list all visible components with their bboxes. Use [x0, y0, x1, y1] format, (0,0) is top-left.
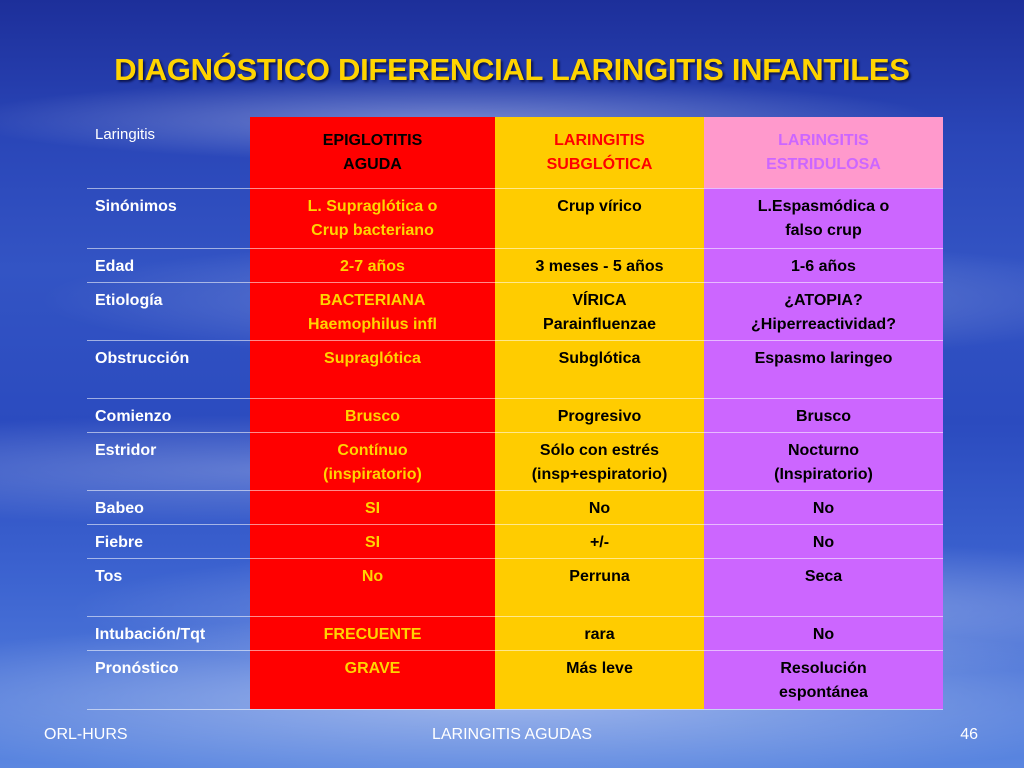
cell-line: (insp+espiratorio) — [531, 465, 668, 483]
cell-line: Parainfluenzae — [543, 315, 656, 333]
table-row — [87, 650, 943, 709]
cell-subglotica — [495, 248, 704, 282]
header-estridulosa-line: ESTRIDULOSA — [766, 156, 881, 173]
row-label: Edad — [87, 248, 250, 282]
cell-epiglotitis — [250, 490, 495, 524]
cell-line: Crup bacteriano — [311, 221, 434, 239]
cell-estridulosa — [704, 524, 943, 558]
cell-line: rara — [584, 625, 615, 643]
cell-line: Perruna — [569, 567, 630, 585]
cell-estridulosa — [704, 398, 943, 432]
cell-epiglotitis — [250, 188, 495, 248]
cell-epiglotitis — [250, 398, 495, 432]
cell-line: (Inspiratorio) — [774, 465, 873, 483]
cell-line: No — [812, 499, 835, 517]
cell-epiglotitis — [250, 524, 495, 558]
row-label: Intubación/Tqt — [87, 616, 250, 650]
cell-subglotica — [495, 188, 704, 248]
cell-line: Contínuo — [337, 441, 408, 459]
header-subglotica — [495, 117, 704, 188]
table-row — [87, 282, 943, 340]
cell-epiglotitis — [250, 248, 495, 282]
cell-line: 2-7 años — [340, 257, 405, 275]
cell-line: No — [588, 499, 611, 517]
cell-line: 1-6 años — [791, 257, 856, 275]
row-label: Pronóstico — [87, 650, 250, 709]
cell-line: L. Supraglótica o — [307, 197, 438, 215]
table-row — [87, 248, 943, 282]
cell-estridulosa — [704, 558, 943, 616]
table-row — [87, 340, 943, 398]
cell-line: SI — [364, 499, 381, 517]
table-row — [87, 524, 943, 558]
footer-center: LARINGITIS AGUDAS — [431, 726, 593, 743]
cell-line: Subglótica — [558, 349, 641, 367]
cell-epiglotitis — [250, 432, 495, 490]
row-label: Fiebre — [87, 524, 250, 558]
cell-line: L.Espasmódica o — [757, 197, 890, 215]
header-estridulosa — [704, 117, 943, 188]
cell-line: espontánea — [779, 683, 868, 701]
table-row — [87, 558, 943, 616]
cell-line: Brusco — [344, 407, 401, 425]
cell-estridulosa — [704, 490, 943, 524]
cell-subglotica — [495, 490, 704, 524]
table-row — [87, 398, 943, 432]
header-epiglotitis — [250, 117, 495, 188]
cell-subglotica — [495, 432, 704, 490]
cell-line: Resolución — [780, 659, 867, 677]
cell-line: Sólo con estrés — [539, 441, 660, 459]
row-label: Tos — [87, 558, 250, 616]
cell-estridulosa — [704, 650, 943, 709]
table-row — [87, 432, 943, 490]
cell-subglotica — [495, 340, 704, 398]
cell-epiglotitis — [250, 616, 495, 650]
table-row — [87, 490, 943, 524]
cell-estridulosa — [704, 432, 943, 490]
cell-subglotica — [495, 616, 704, 650]
cell-subglotica — [495, 524, 704, 558]
cell-line: ¿Hiperreactividad? — [751, 315, 896, 333]
cell-subglotica — [495, 558, 704, 616]
cell-subglotica — [495, 398, 704, 432]
cell-estridulosa — [704, 248, 943, 282]
header-subglotica-line: SUBGLÓTICA — [546, 156, 653, 173]
slide-number: 46 — [960, 726, 978, 743]
cell-line: Crup vírico — [557, 197, 642, 215]
cell-line: Haemophilus infl — [308, 315, 437, 333]
row-label: Obstrucción — [87, 340, 250, 398]
header-epiglotitis-line: EPIGLOTITIS — [322, 132, 423, 149]
cell-estridulosa — [704, 340, 943, 398]
cell-line: No — [361, 567, 384, 585]
cell-subglotica — [495, 650, 704, 709]
row-label: Sinónimos — [87, 188, 250, 248]
cell-epiglotitis — [250, 282, 495, 340]
footer-left: ORL-HURS — [44, 726, 128, 743]
cell-line: Progresivo — [557, 407, 642, 425]
cell-line: BACTERIANA — [319, 291, 426, 309]
slide-title: DIAGNÓSTICO DIFERENCIAL LARINGITIS INFANTILES — [114, 52, 910, 87]
cell-line: Nocturno — [787, 441, 860, 459]
cell-line: (inspiratorio) — [323, 465, 422, 483]
cell-line: Más leve — [566, 659, 633, 677]
table-row — [87, 616, 943, 650]
cell-line: GRAVE — [344, 659, 401, 677]
cell-estridulosa — [704, 616, 943, 650]
row-label: Babeo — [87, 490, 250, 524]
cell-line: Seca — [804, 567, 843, 585]
cell-line: No — [812, 625, 835, 643]
cell-line: 3 meses - 5 años — [535, 257, 664, 275]
cell-line: falso crup — [785, 221, 862, 239]
cell-line: Brusco — [795, 407, 852, 425]
row-label: Comienzo — [87, 398, 250, 432]
cell-epiglotitis — [250, 558, 495, 616]
row-label: Estridor — [87, 432, 250, 490]
header-epiglotitis-line: AGUDA — [343, 156, 402, 173]
cell-line: SI — [364, 533, 381, 551]
row-label: Etiología — [87, 282, 250, 340]
differential-diagnosis-table — [87, 117, 943, 710]
cell-line: Espasmo laringeo — [754, 349, 893, 367]
cell-epiglotitis — [250, 650, 495, 709]
header-estridulosa-line: LARINGITIS — [778, 132, 869, 149]
cell-line: +/- — [589, 533, 610, 551]
cell-line: FRECUENTE — [323, 625, 422, 643]
cell-estridulosa — [704, 188, 943, 248]
cell-subglotica — [495, 282, 704, 340]
cell-line: No — [812, 533, 835, 551]
cell-epiglotitis — [250, 340, 495, 398]
cell-line: ¿ATOPIA? — [784, 291, 863, 309]
table-header-row — [87, 117, 943, 188]
cell-line: VÍRICA — [572, 291, 627, 309]
header-subglotica-line: LARINGITIS — [554, 132, 645, 149]
table-row — [87, 188, 943, 248]
cell-estridulosa — [704, 282, 943, 340]
cell-line: Supraglótica — [324, 349, 421, 367]
header-label: Laringitis — [87, 117, 250, 188]
